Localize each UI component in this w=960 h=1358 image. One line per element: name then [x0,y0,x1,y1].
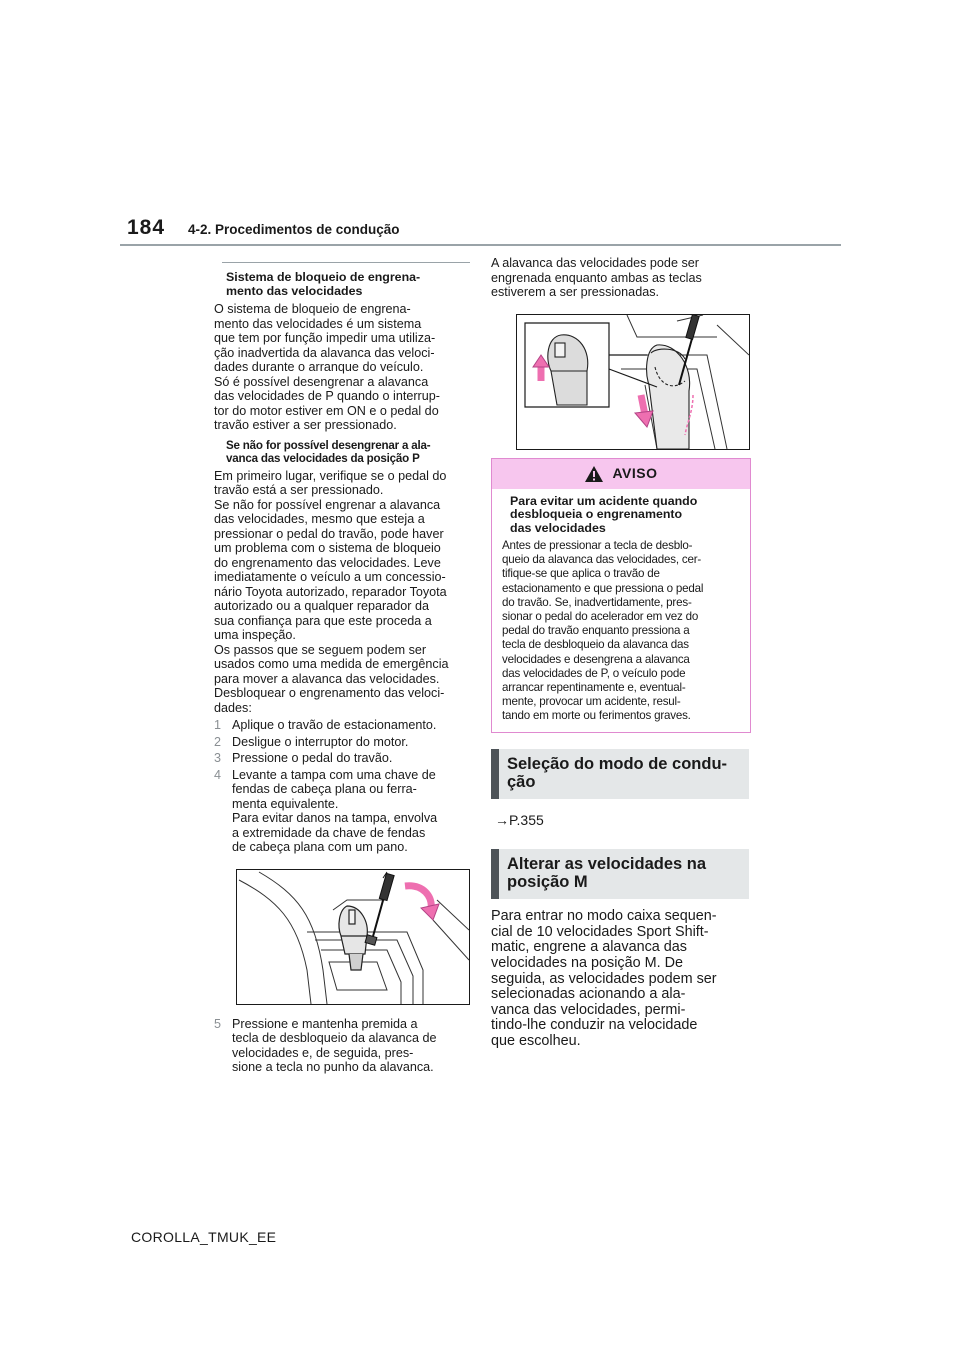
step-text: Desligue o interruptor do motor. [232,734,409,749]
step-item [214,768,472,855]
step-number: 3 [214,751,222,765]
warning-title: Para evitar um acidente quando desbloqueia o engrenamento das velocidades [510,493,698,535]
warning-triangle-icon [584,465,604,483]
heading-cannot-shift: Se não for possível desengrenar a ala- vanca das velocidades da posição P [226,438,431,465]
warning-header [492,459,750,489]
step-text: Levante a tampa com uma chave de fendas de cabeça plana ou ferra- menta equivalente. [232,767,436,811]
paragraph-shift-lock-intro: O sistema de bloqueio de engrena- mento das velocidades é um sistema que tem por função impedir uma utiliza- ção inadvertida da alavanca das veloci- dades durante o arranque do veículo. Só é possível desengrenar a alavanca das velocidades de P quando o interrup- tor do motor estiver em ON e o pedal do travão estiver a ser pressionado. [214,302,440,432]
step-item [214,718,472,733]
header-rule [120,244,841,246]
steps-list-continued [214,1017,472,1075]
step-item [214,751,472,766]
subheading-rule [222,262,470,263]
page-reference-link[interactable]: →P.355 [495,811,544,828]
section-m-position [491,849,749,899]
step-text: Pressione o pedal do travão. [232,751,393,765]
section-title-m-position: Alterar as velocidades na posição M [507,855,707,892]
paragraph-both-keys: A alavanca das velocidades pode ser engrenada enquanto ambas as teclas estiverem a ser pressionadas. [491,256,702,299]
step-text: Aplique o travão de estacionamento. [232,718,437,732]
illustration-lever-drawing [517,315,749,449]
warning-label: AVISO [612,465,658,482]
page-number: 184 [127,216,166,239]
section-title-drive-mode: Seleção do modo de condu- ção [507,754,728,791]
warning-text: Antes de pressionar a tecla de desblo- queio da alavanca das velocidades, cer- tifique-se que aplica o travão de estacionamento e que pressiona o pedal do travão. Se, inadvertidamente, pres- sionar o pedal do acelerador em vez do pedal do travão enquanto pressiona a tecla de desbloqueio da alavanca das velocidades e desengrena a alavanca das velocidades de P, o veículo pode arrancar repentinamente e, eventual- mente, provocar um acidente, resul- tando em morte ou ferimentos graves. [502,539,704,723]
step-number: 1 [214,718,222,732]
paragraph-sport-shift: Para entrar no modo caixa sequen- cial de 10 velocidades Sport Shift- matic, engrene a alavanca das velocidades na posição M. De seguida, as velocidades podem ser selecionadas acionando a ala- vanca das velocidades, permi- tindo-lhe conduzir na velocidade que escolheu. [491,908,717,1049]
illustration-screwdriver-cover [236,869,470,1005]
footer-model-code: COROLLA_TMUK_EE [131,1229,277,1245]
step-item [214,1017,472,1075]
heading-shift-lock-system: Sistema de bloqueio de engrena- mento das velocidades [226,270,421,298]
left-column [214,262,472,1077]
step-note: Para evitar danos na tampa, envolva a extremidade da chave de fendas de cabeça plana com um pano. [232,811,438,854]
section-header: 4-2. Procedimentos de condução [188,222,400,237]
illustration-screwdriver-drawing [237,870,469,1004]
steps-list [214,718,472,855]
step-number: 4 [214,767,222,782]
step-number: 2 [214,734,222,749]
illustration-shift-lever-release [516,314,750,450]
right-column [491,256,751,1049]
warning-body [492,489,750,732]
step-item [214,735,472,750]
section-drive-mode [491,749,749,799]
step-text: Pressione e mantenha premida a tecla de desbloqueio da alavanca de velocidades e, de seguida, pres- sione a tecla no punho da alavanca. [232,1016,437,1074]
paragraph-emergency: Em primeiro lugar, verifique se o pedal do travão está a ser pressionado. Se não for possível engrenar a alavanca das velocidades, mesmo que esteja a pressionar o pedal do travão, pode haver um problema com o sistema de bloqueio do engrenamento das velocidades. Leve imediatamente o veículo a um concessio- nário Toyota autorizado, reparador Toyota autorizado ou a qualquer reparador da sua confiança para que este proceda a uma inspeção. Os passos que se seguem podem ser usados como uma medida de emergência para mover a alavanca das velocidades. Desbloquear o engrenamento das veloci- dades: [214,468,449,715]
step-number: 5 [214,1016,222,1031]
warning-box [491,458,751,733]
